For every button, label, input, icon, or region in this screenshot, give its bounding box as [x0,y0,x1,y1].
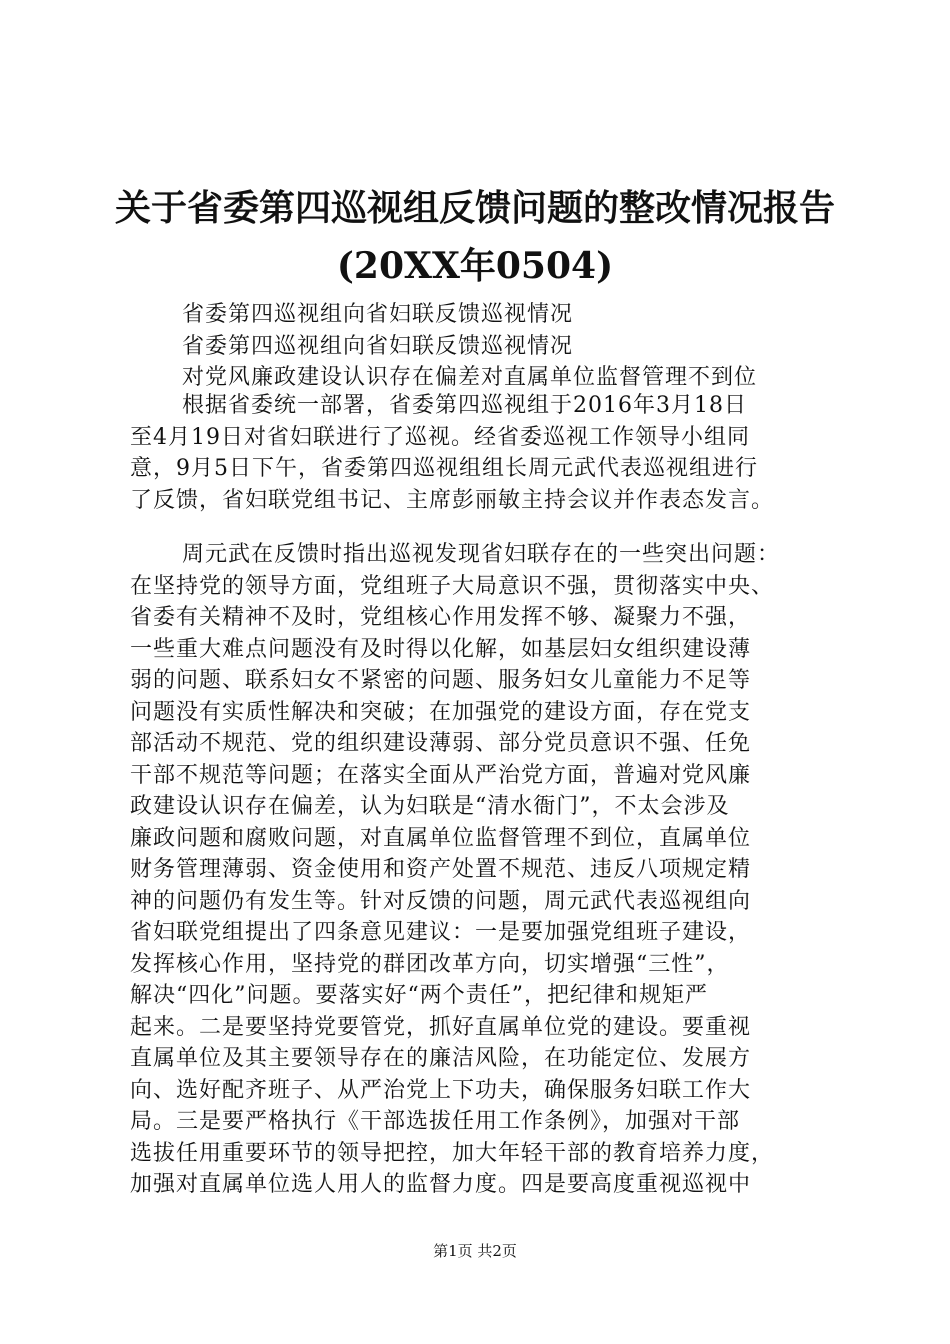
paragraph-line: 意，9月5日下午，省委第四巡视组组长周元武代表巡视组进行 [130,456,758,481]
paragraph-line: 解决“四化”问题。要落实好“两个责任”，把纪律和规矩严 [130,983,708,1008]
document-title: 关于省委第四巡视组反馈问题的整改情况报告 [114,187,835,229]
paragraph-line: 至4月19日对省妇联进行了巡视。经省委巡视工作领导小组同 [130,424,750,450]
paragraph-line: 省妇联党组提出了四条意见建议：一是要加强党组班子建设， [130,920,752,945]
paragraph-line: 廉政问题和腐败问题，对直属单位监督管理不到位，直属单位 [130,825,752,851]
paragraph-1 [130,390,830,516]
paragraph-line: 政建设认识存在偏差，认为妇联是“清水衙门”，不太会涉及 [130,794,730,819]
paragraph-line: 周元武在反馈时指出巡视发现省妇联存在的一些突出问题： [182,542,781,567]
paragraph-line: 一些重大难点问题没有及时得以化解，如基层妇女组织建设薄 [130,636,752,662]
intro-line: 省委第四巡视组向省妇联反馈巡视情况 [182,333,574,359]
document-title-date: (20XX年0504) [336,245,614,287]
paragraph-line: 了反馈，省妇联党组书记、主席彭丽敏主持会议并作表态发言。 [130,487,775,513]
paragraph-line: 起来。二是要坚持党要管党，抓好直属单位党的建设。要重视 [130,1014,752,1040]
paragraph-line: 神的问题仍有发生等。针对反馈的问题，周元武代表巡视组向 [130,888,752,914]
intro-block [130,299,830,394]
intro-line: 省委第四巡视组向省妇联反馈巡视情况 [182,302,574,327]
paragraph-line: 加强对直属单位选人用人的监督力度。四是要高度重视巡视中 [130,1172,752,1197]
paragraph-line: 省委有关精神不及时，党组核心作用发挥不够、凝聚力不强， [130,605,752,630]
paragraph-line: 问题没有实质性解决和突破；在加强党的建设方面，存在党支 [130,699,752,725]
paragraph-line: 在坚持党的领导方面，党组班子大局意识不强，贯彻落实中央、 [130,573,775,599]
page-number-footer: 第1页 共2页 [433,1242,517,1260]
paragraph-line: 局。三是要严格执行《干部选拔任用工作条例》，加强对干部 [130,1109,741,1134]
paragraph-line: 直属单位及其主要领导存在的廉洁风险，在功能定位、发展方 [130,1046,752,1071]
paragraph-line: 弱的问题、联系妇女不紧密的问题、服务妇女儿童能力不足等 [130,668,752,693]
paragraph-line: 选拔任用重要环节的领导把控，加大年轻干部的教育培养力度， [130,1140,775,1166]
paragraph-line: 干部不规范等问题；在落实全面从严治党方面，普遍对党风廉 [130,762,752,788]
paragraph-line: 部活动不规范、党的组织建设薄弱、部分党员意识不强、任免 [130,731,752,756]
paragraph-line: 向、选好配齐班子、从严治党上下功夫，确保服务妇联工作大 [130,1077,752,1103]
intro-line: 对党风廉政建设认识存在偏差对直属单位监督管理不到位 [182,365,758,390]
paragraph-line: 发挥核心作用，坚持党的群团改革方向，切实增强“三性”， [130,951,730,977]
paragraph-line: 财务管理薄弱、资金使用和资产处置不规范、违反八项规定精 [130,857,752,882]
paragraph-line: 根据省委统一部署，省委第四巡视组于2016年3月18日 [182,393,747,418]
paragraph-2 [130,539,830,1201]
